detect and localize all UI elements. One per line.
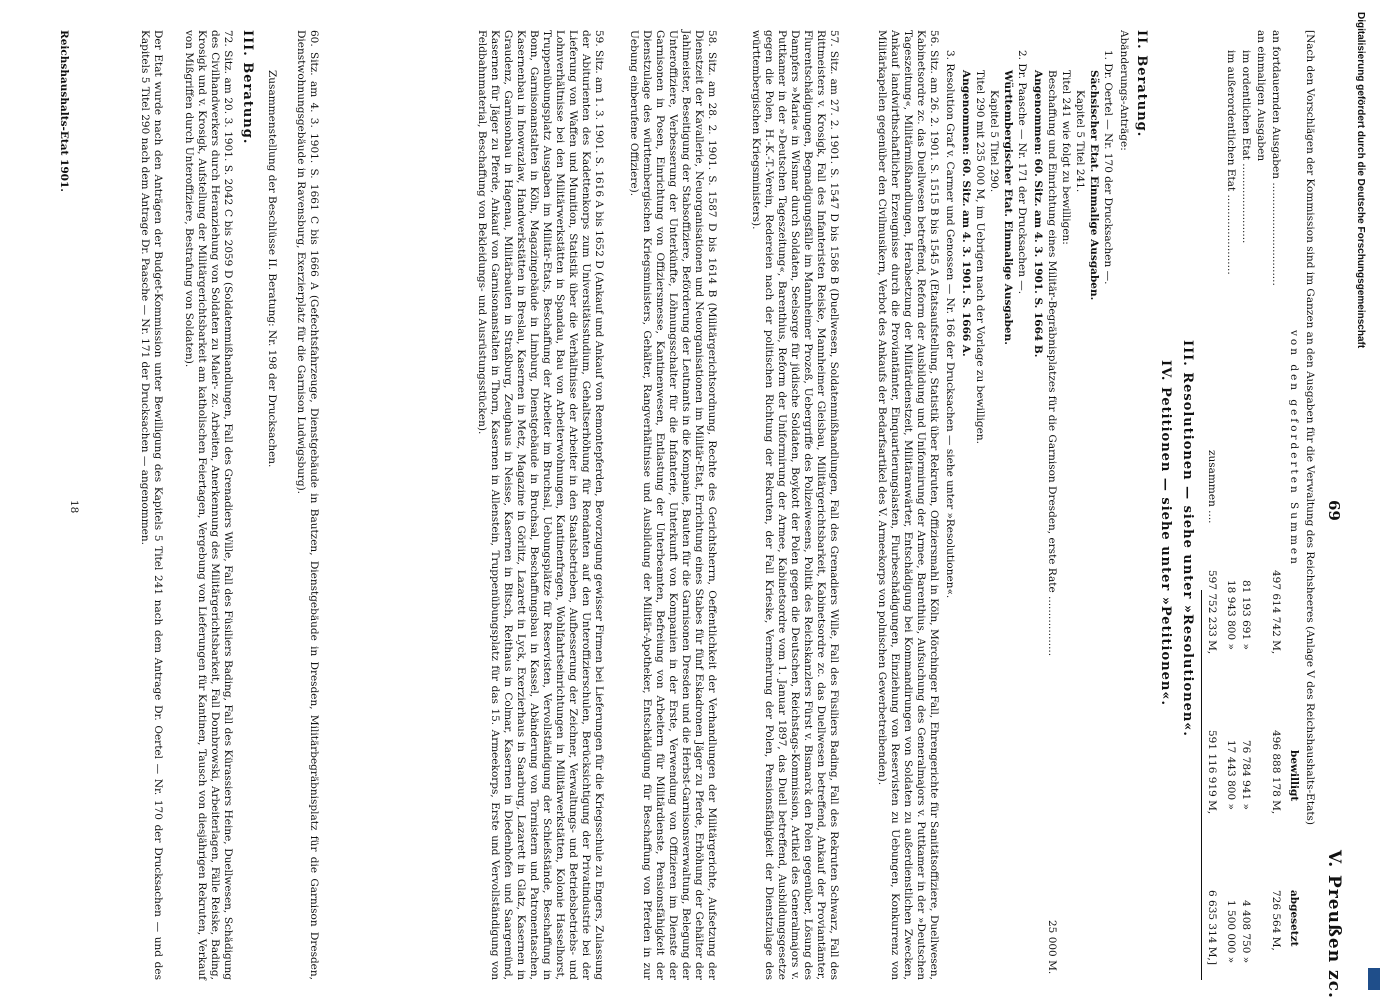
session-59: 59. Sitz. am 1. 3. 1901. S. 1616 A bis 1652 D (Ankauf und Ankauf von Remontepferden, Bevorzugung gewisser Firmen bei Lieferungen für die Kriegsschule zu Engers, Zulassung der Abiturienten des Kadettenkorps zum Universitätsstudium, Gehaltserhöhung für Rendanten auf den Unteroffizierschulen, Berücksichtigung der Privatindustrie bei der Lieferung von Waffen und Munition, Statistik über die Verhältnisse der Arbeiter in den Staatsbetrieben, Aufbesserung der Zeichner, Verwaltungs- und Betriebsbetriebs- und Lohnverhältnisse bei den Militärwerkstätten in Spandau, Bau von Arbeiterwohnungen, Kantinenfragen, Wohlfahrtseinrichtungen in Militärwerkstätten, Kolonie Hasselhorst, Truppenübungsplatz Ausgaben im Militär-Etats, Beschaffung der Arbeiter im Bruchsal, Uebungsplätze für Reservisten, Vervollständigung der Schießstände, Beschaffung in Bonn, Garnisonanstalten in Köln, Magazingebäude in Limburg, Dienstgebäude in Bruchsal, Beschaffungsbau in Kassel, Abänderung von Tornistern und Patronentaschen, Kasernenbau in Inowrazlaw, Handwerkstätten in Breslau, Kasernen in Metz, Magazine in Görlitz, Lazarett in Lyck, Exerzierhaus in Saarburg, Lazarett in Glatz, Kasernen in Graudenz, Garnisonbau in Hagenau, Militärbauten in Straßburg, Zeughaus in Neisse, Kasernen in Bitsch, Reithaus in Colmar, Kasernen in Diedenhofen und Saargemünd, Kasernen für Jäger zu Pferde, Ankauf von Garnisonanstalten in Thorn, Kasernen in Allenstein, Truppenübungsplatz für das 15. Armeekorps, Erste und Vervollständigung von Feldbahnmaterial, Beschaffung von Bekleidungs- und Ausrüstungsstücken).: [476, 30, 605, 980]
session-58: 58. Sitz. am 28. 2. 1901. S. 1587 D bis 1614 B (Militärgerichtsordnung, Rechte des Gerichtsherrn, Oeffentlichkeit der Verhandlungen der Militärgerichte, Aufsetzung der Dienstzeit der Kavallerie, Neuorganisationen und Neuorganisationen im Militär-Etat, Errichtung eines Stabes für fünf Eskadronen Jäger zu Pferde, Erhöhung der Gehälter der Jahlmeister, Beseitigung der Stabsoffiziere, Beförderung der Leutnants in die Kompanie, Bauten für die Garnisonen Dresden und die Herbst-Garnisonsverwaltung, Belegung der Unteroffiziere, Verbesserung der Unterkünfte, Löhnungsschalter für die Infanterie, Unterkunft von Kompanien in der Erste, Verwendung von Offizieren im Dienste der Garnisonen in Posen, Einrichtung von Offiziersmesse, Kantinenwesen, Entlastung der Unterbeamten, Befreiung von Arbeitern für Militärdienste, Pensionsfähigkeit der Dienstzulage des württembergischen Kriegsministers, Gehälter, Rangverhältnisse und Ausbildung der Militär-Apotheker, Entschädigung für Beschaffung von Pferden in zur Uebung einberufene Offiziere).: [628, 30, 718, 980]
budget-row-abgesetzt: 1 500 000 »: [1225, 900, 1237, 964]
budget-row-total: 497 614 742 M,: [1270, 570, 1282, 655]
amendment-2-result: Angenommen: 60. Sitz. am 4. 3. 1901. S. 1666 A.: [960, 70, 972, 357]
budget-intro: [Nach den Vorschlägen der Kommission sind im Ganzen an den Ausgaben für die Verwaltung des Reichsheeres (Anlage V des Reichshaushalts-Etats): [1304, 30, 1316, 826]
sum-rule: [1201, 590, 1202, 980]
session-72: 72. Sitz. am 20. 3. 1901. S. 2042 C bis 2059 D (Soldatenmißhandlungen, Fall des Grenadiers Wille, Fall des Füsiliers Bading, Fall des Kürassiers Heine, Duellwesen, Schädigung des Civilhandwerkers durch Heranziehung von Soldaten zu Maler- zc. Arbeiten, Anerkennung des Militärgerichtsbarkeit, Fall Dombrowski, Arbeiterlagen, Fälle Reiske, Bading, Krosigk und v. Krosigk, Aufstellung der Militärgerichtsbarkeit am katholischen Feiertagen, Vergebung von Lieferungen für Kantinen, Tausch von diesjährigen Rekruten, Verkauf von Mißgriffen durch Unteroffiziere, Bestrafung von Soldaten).: [183, 30, 234, 980]
budget-row-abgesetzt: 4 408 750 »: [1240, 900, 1252, 964]
amendment-2: 2. Dr. Paasche — Nr. 171 der Drucksachen —.: [1016, 50, 1028, 295]
sum-abgesetzt: 6 635 314 M,]: [1206, 890, 1218, 965]
budget-sum-row: [1205, 30, 1218, 980]
budget-row-total: 18 943 800 »: [1225, 580, 1237, 650]
budget-row-abgesetzt: 726 564 M,: [1270, 890, 1282, 951]
session-60: 60. Sitz. am 4. 3. 1901. S. 1661 C bis 1666 A (Gefechtsfahrzeuge, Dienstgebäude in Bautzen, Dienstgebäude in Dresden, Militärbegräbnisplatz für die Garnison Dresden, Dienstwohnungsgebäude in Ravensburg, Exerzierplatz für die Garnison Ludwigsburg).: [295, 30, 320, 980]
amendment-1: 1. Dr. Oertel — Nr. 170 der Drucksachen —.: [1102, 50, 1114, 285]
amendment-1-state: Sächsischer Etat. Einmalige Ausgaben.: [1088, 70, 1100, 301]
budget-row-total: 81 193 691 »: [1240, 580, 1252, 650]
budget-row-bewilligt: 17 443 800 »: [1225, 740, 1237, 810]
amendment-1-item: Beschaffung und Einrichtung eines Militär-Begräbnisplatzes für die Garnison Dresden, erste Rate ..................: [1046, 70, 1058, 657]
budget-row: [1224, 30, 1237, 980]
budget-row-label: im ordentlichen Etat ........................: [1240, 50, 1252, 244]
amendment-1-text: Titel 241 wie folgt zu bewilligen:: [1060, 70, 1072, 245]
budget-row: [1269, 30, 1282, 980]
page-number: 69: [1325, 500, 1343, 521]
budget-row-label: an fortdauernden Ausgaben ...............................: [1270, 30, 1282, 286]
section-resolutions: III. Resolutionen — siehe unter »Resolutionen«.: [1180, 340, 1195, 737]
heading-second-reading: II. Beratung.: [1134, 30, 1149, 138]
rotated-document-page: [40, 30, 1344, 999]
session-72-result: Der Etat wurde nach den Anträgen der Budget-Kommission unter Bewilligung des Kapitels 5 Titel 241 nach dem Antrage Dr. Oertel — Nr. 170 der Drucksachen — und des Kapitels 5 Titel 290 nach dem Antrage Dr. Paasche — Nr. 171 der Drucksachen — angenommen.: [139, 30, 164, 980]
budget-row-label: an einmaligen Ausgaben: [1255, 30, 1267, 162]
section-petitions: IV. Petitionen — siehe unter »Petitionen«.: [1158, 360, 1173, 706]
budget-row-bewilligt: 496 888 178 M,: [1270, 730, 1282, 815]
amendments-heading: Abänderungs-Anträge:: [1118, 30, 1130, 151]
amendment-2-text: Titel 290 mit 235 000 M, im Uebrigen nach der Vorlage zu bewilligen.: [974, 70, 986, 444]
session-56: 56. Sitz. am 26. 2. 1901. S. 1515 B bis 1545 A (Etatsaufstellung, Statistik über Rekruten, Offiziersmahl in Köln, Mörchinger Fall, Ehrengerichte für Sanitätsoffiziere, Duellwesen, Kabinetsordre zc. das Duellwesen betreffend, Reform der Ausbildung und Uniformirung der Armee, Barenthius, Aufsuchung des Generalmajors v. Puttkamer in der »Deutschen Tageszeitung«, Militärmißhandlungen, Herabsetzung der Militärdienstzeit, Militäranwärter, Entschädigung bei Kommandirungen von Soldaten zu außerdienstlichen Zwecken, Ankauf landwirthschaftlicher Erzeugnisse durch die Proviantämter, Einquartierungslasten, Flurbeschädigungen, Einziehung von Reservisten zu Uebungen, Konkurrenz von Militärkapellen gegenüber den Civilmusikern, Verbot des Ankaufs der Bedarfsartikel des V. Armeekorps von polnischen Gewerbetreibenden).: [876, 30, 940, 980]
amendment-1-chapter: Kapitel 5 Titel 241.: [1074, 90, 1086, 193]
amendment-3: 3. Resolution Graf v. Carmer und Genossen — Nr. 166 der Drucksachen — siehe unter »Resolutionen«.: [944, 50, 956, 599]
digitization-credit: Digitalisierung gefördert durch die Deutsche Forschungsgemeinschaft: [1355, 12, 1366, 349]
session-57: 57. Sitz. am 27. 2. 1901. S. 1547 D bis 1586 B (Duellwesen, Soldatenmißhandlungen, Fall des Grenadiers Wille, Fall des Füsiliers Bading, Fall des Rekruten Schwarz, Fall des Rittmeisters v. Krosigk, Fall des Infanteristen Reiske, Mannheimer Gleisbau, Militärgerichtsbarkeit, Kabinetsordre zc. das Duellwesen betreffend, Ankauf der Proviantämter, Flurentschädigungen, Begnadigungsfälle im Mannheimer Prozeß, Uebergriffe des Polizeiwesens, Politik des Reichskanzlers Fürst v. Bismarck den Polen gegenüber, Lösung des Dampfers »Maria« in Wismar durch Soldaten, Seelsorge für jüdische Soldaten, Boykott der Polen gegen die Deutschen, Reichstags-Kommission, Artikel des Generalmajors v. Puttkamer in der »Deutschen Tageszeitung«, Barenthius, Reform der Uniformirung der Armee, Kabinetsordre vom 1. Januar 1897, das Duell betreffend, Ausbildungsgesetze gegen die Polen, H.-K.-T.-Verein, Redereien nach der politischen Richtung der Rekruten, der Fall Krieske, Vermehrung der Polen, Pensionsfähigkeit der Dienstzulage des württembergischen Kriegsministers).: [750, 30, 840, 980]
sum-label: zusammen ....: [1206, 450, 1218, 524]
budget-row: [1254, 30, 1267, 980]
amendment-1-amount: 25 000 M.: [1046, 920, 1058, 975]
summary-second-reading: Zusammenstellung der Beschlüsse II. Beratung: Nr. 198 der Drucksachen.: [266, 70, 278, 468]
footer-title: Reichshaushalts-Etat 1901.: [58, 30, 70, 192]
budget-row: [1239, 30, 1252, 980]
sum-total: 597 752 233 M,: [1206, 570, 1218, 655]
amendment-2-chapter: Kapitel 5 Titel 290.: [988, 90, 1000, 193]
amendment-1-result: Angenommen: 60. Sitz. am 4. 3. 1901. S. 1664 B.: [1032, 70, 1044, 358]
column-header-abgesetzt: abgesetzt: [1288, 890, 1300, 947]
budget-subheading: von den geforderten Summen: [1288, 330, 1300, 567]
column-header-bewilligt: bewilligt: [1288, 750, 1300, 802]
amendment-2-state: Württembergischer Etat. Einmalige Ausgaben.: [1002, 70, 1014, 345]
dfg-logo-icon: [1368, 968, 1380, 990]
heading-third-reading: III. Beratung.: [240, 30, 255, 145]
page-header-title: V. Preußen zc.: [1324, 850, 1344, 999]
budget-row-bewilligt: 76 784 941 »: [1240, 740, 1252, 810]
budget-row-label: im außerordentlichen Etat ........................: [1225, 50, 1237, 275]
footer-sheet-number: 18: [68, 500, 80, 514]
sum-bewilligt: 591 116 919 M,: [1206, 730, 1218, 815]
